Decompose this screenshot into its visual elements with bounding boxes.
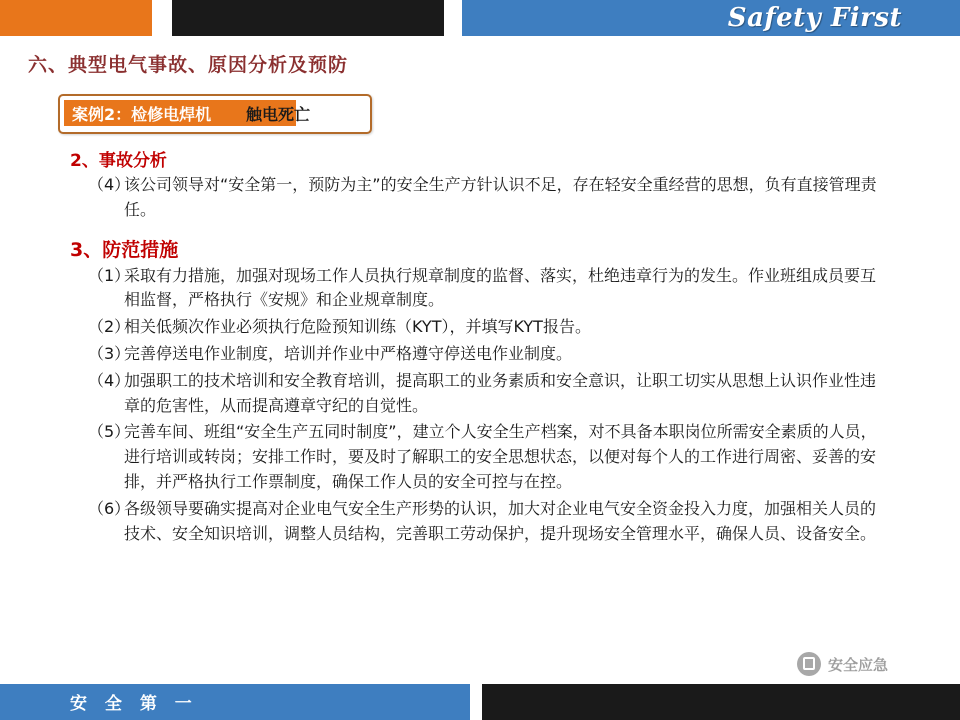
banner-segment-gap-1 [152, 0, 172, 36]
footer-segment-dark [482, 684, 960, 720]
list-item-number: （4） [88, 175, 131, 194]
list-item-text: 完善车间、班组“安全生产五同时制度”，建立个人安全生产档案，对不具备本职岗位所需安全素质的人员，进行培训或转岗；安排工作时，要及时了解职工的安全思想状态，以便对每个人的工作进行周密、妥善的安排，并严格执行工作票制度，确保工作人员的安全可控与在控。 [124, 422, 877, 491]
case-badge [58, 94, 372, 134]
list-item-text: 完善停送电作业制度，培训并作业中严格遵守停送电作业制度。 [124, 343, 573, 363]
case-badge-label: 案例2：检修电焊机 [72, 105, 212, 124]
list-item-text: 各级领导要确实提高对企业电气安全生产形势的认识，加大对企业电气安全资金投入力度，加强相关人员的技术、安全知识培训，调整人员结构，完善职工劳动保护，提升现场安全管理水平，确保人员、设备安全。 [124, 498, 877, 543]
brand-title: Safety First [727, 3, 902, 33]
list-item-number: （6） [88, 498, 131, 518]
slide-body [0, 140, 960, 548]
list-item-number: （5） [88, 422, 131, 442]
list-item-number: （1） [88, 265, 131, 285]
list-item-text: 采取有力措施，加强对现场工作人员执行规章制度的监督、落实，杜绝违章行为的发生。作业班组成员要互相监督，严格执行《安规》和企业规章制度。 [124, 265, 877, 310]
section-title: 六、典型电气事故、原因分析及预防 [28, 54, 349, 76]
list-item [88, 420, 888, 494]
list-item-text: 相关低频次作业必须执行危险预知训练（KYT），并填写KYT报告。 [124, 317, 591, 337]
banner-segment-dark [172, 0, 444, 36]
list-item [88, 369, 888, 419]
list-item [88, 342, 888, 367]
list-item [88, 315, 888, 340]
list-item [88, 264, 888, 314]
footer-slogan: 安 全 第 一 [70, 694, 198, 714]
top-banner [0, 0, 960, 36]
block-heading-analysis: 2、事故分析 [70, 151, 167, 171]
block-heading-measures: 3、防范措施 [70, 238, 179, 261]
banner-segment-orange [0, 0, 152, 36]
list-item-text: 该公司领导对“安全第一，预防为主”的安全生产方针认识不足，存在轻安全重经营的思想，负有直接管理责任。 [124, 175, 877, 219]
list-item-number: （2） [88, 317, 131, 337]
banner-segment-gap-2 [444, 0, 462, 36]
list-item-number: （4） [88, 370, 131, 390]
list-item [88, 497, 888, 547]
case-badge-label-secondary: 触电死亡 [246, 105, 311, 124]
watermark [797, 652, 888, 676]
bottom-banner [0, 684, 960, 720]
wechat-account-icon [797, 652, 821, 676]
list-item-number: （3） [88, 343, 131, 363]
watermark-text: 安全应急 [827, 655, 888, 674]
list-item-text: 加强职工的技术培训和安全教育培训，提高职工的业务素质和安全意识，让职工切实从思想上认识作业性违章的危害性，从而提高遵章守纪的自觉性。 [124, 370, 877, 415]
list-item [88, 173, 888, 223]
